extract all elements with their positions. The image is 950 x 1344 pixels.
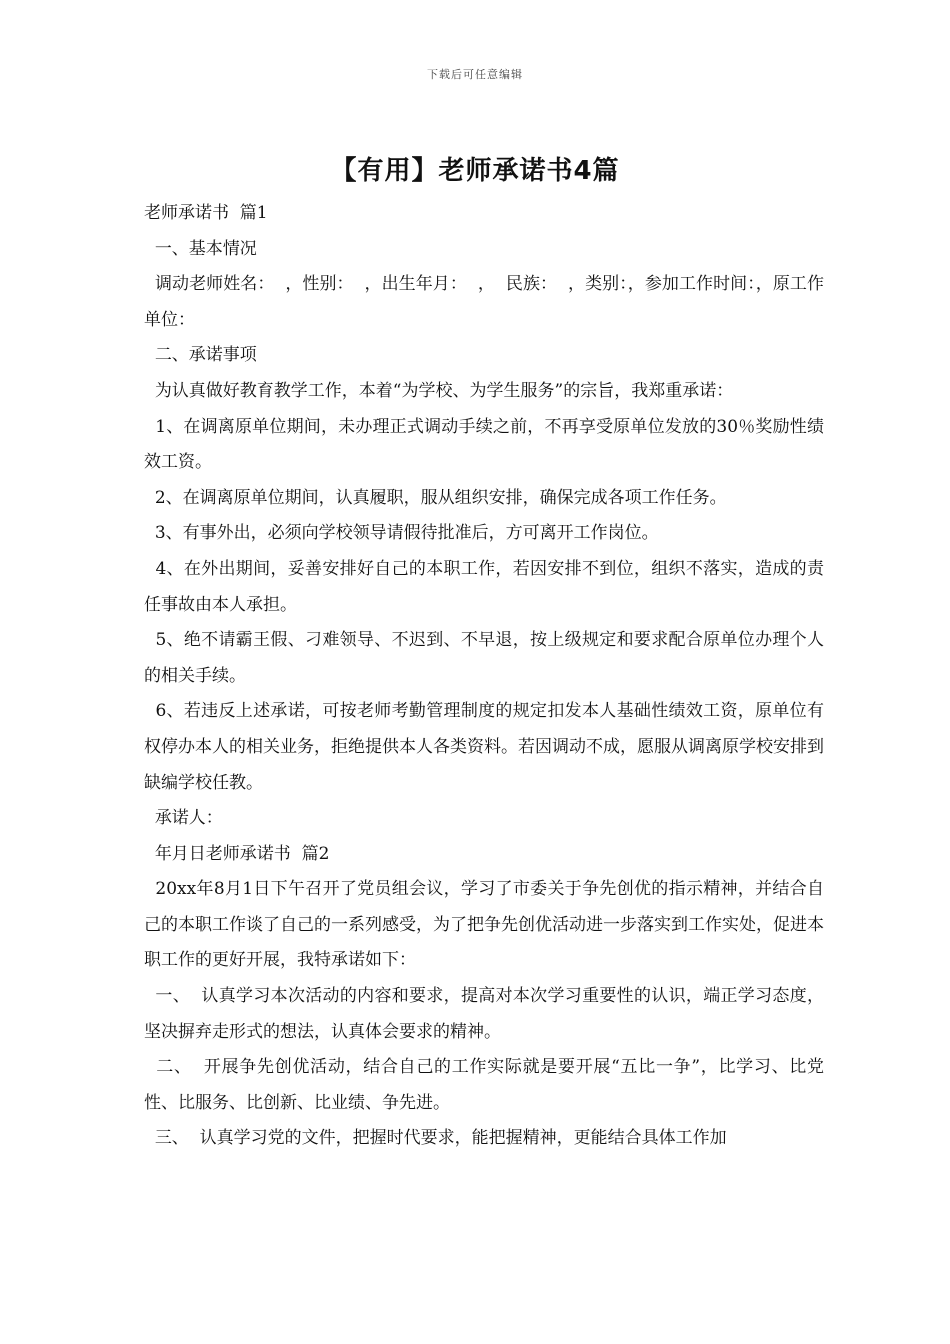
list-item: 4、在外出期间，妥善安排好自己的本职工作，若因安排不到位，组织不落实，造成的责任事故由本人承担。 [144,558,824,615]
list-item: 二、 开展争先创优活动，结合自己的工作实际就是要开展“五比一争”，比学习、比党性、比服务、比创新、比业绩、争先进。 [144,1057,824,1113]
list-item: 1、在调离原单位期间，未办理正式调动手续之前，不再享受原单位发放的30％奖励性绩效工资。 [144,416,824,473]
subheading-commitments: 二、承诺事项 [144,345,257,366]
signature-line: 承诺人： [144,808,223,829]
subheading-basic-info: 一、基本情况 [144,238,257,259]
paragraph: 调动老师姓名： ，性别： ，出生年月： ， 民族： ，类别：，参加工作时间：，原工作单位： [144,274,824,330]
list-item: 三、 认真学习党的文件，把握时代要求，能把握精神，更能结合具体工作加 [144,1128,727,1149]
list-item: 6、若违反上述承诺，可按老师考勤管理制度的规定扣发本人基础性绩效工资，原单位有权停办本人的相关业务，拒绝提供本人各类资料。若因调动不成，愿服从调离原学校安排到缺编学校任教。 [144,701,824,793]
document-body [144,196,824,1157]
document-title: 【有用】老师承诺书4篇 [330,156,620,186]
paragraph: 为认真做好教育教学工作，本着“为学校、为学生服务”的宗旨，我郑重承诺： [144,380,734,401]
list-item: 一、 认真学习本次活动的内容和要求，提高对本次学习重要性的认识，端正学习态度，坚决摒弃走形式的想法，认真体会要求的精神。 [144,986,824,1042]
list-item: 2、在调离原单位期间，认真履职，服从组织安排，确保完成各项工作任务。 [144,487,727,508]
list-item: 5、绝不请霸王假、刁难领导、不迟到、不早退，按上级规定和要求配合原单位办理个人的相关手续。 [144,630,824,686]
paragraph: 20xx年8月1日下午召开了党员组会议，学习了市委关于争先创优的指示精神，并结合自己的本职工作谈了自己的一系列感受，为了把争先创优活动进一步落实到工作实处，促进本职工作的更好开展，我特承诺如下： [144,879,825,971]
section-heading-2: 年月日老师承诺书 篇2 [144,843,330,864]
section-heading-1: 老师承诺书 篇1 [144,203,268,223]
list-item: 3、有事外出，必须向学校领导请假待批准后，方可离开工作岗位。 [144,523,659,544]
page-header-note: 下载后可任意编辑 [427,68,523,81]
